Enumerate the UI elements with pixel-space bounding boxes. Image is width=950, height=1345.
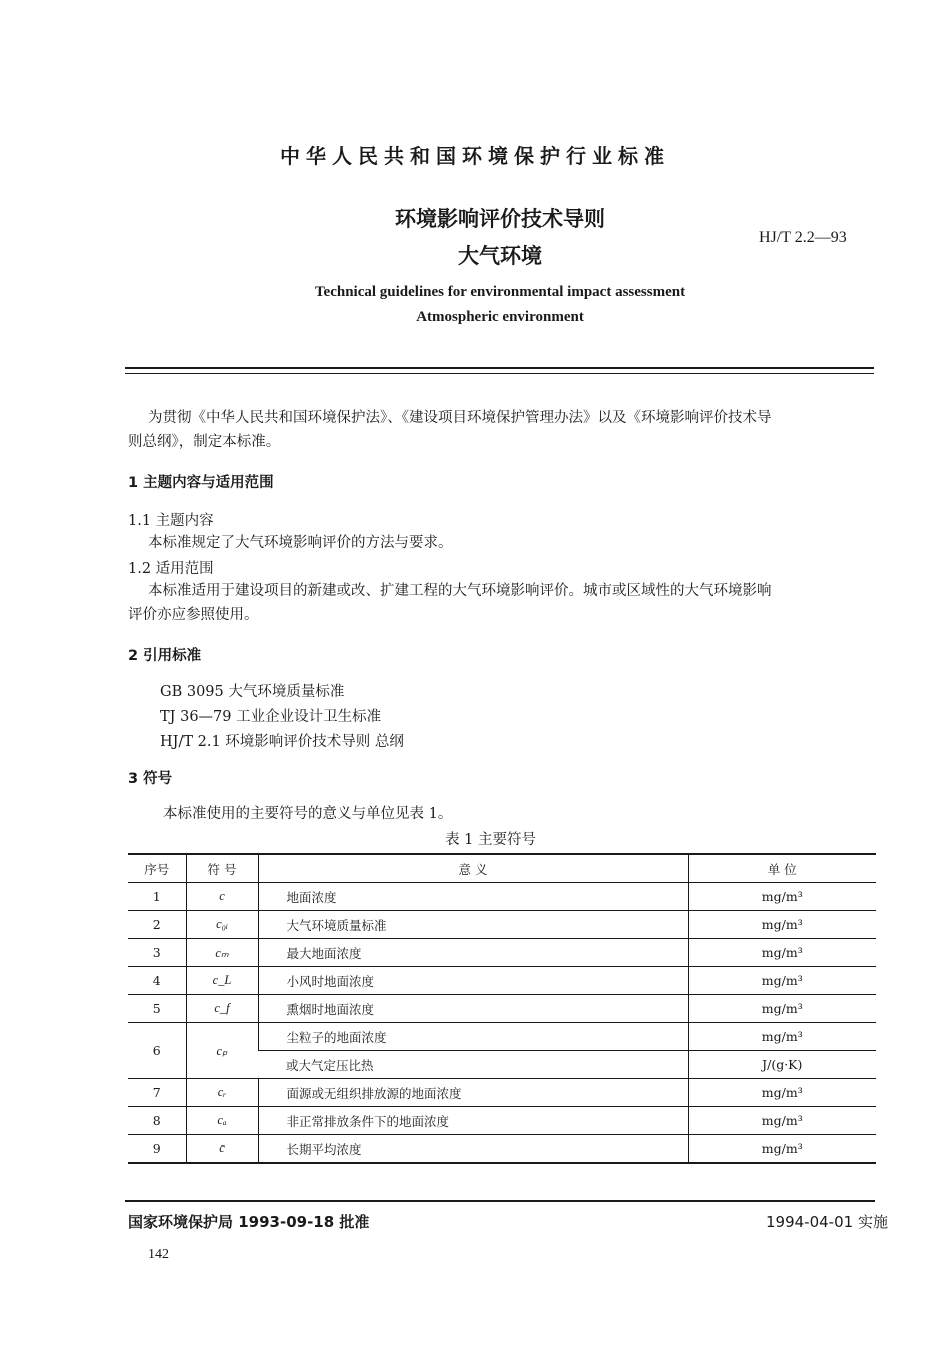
table-row bbox=[128, 911, 876, 939]
row-unit: mg/m³ bbox=[688, 1107, 876, 1135]
symbols-table bbox=[128, 853, 876, 1164]
row-meaning: 尘粒子的地面浓度 bbox=[258, 1023, 688, 1051]
table-caption: 表 1 主要符号 bbox=[445, 832, 536, 848]
col-header-no: 序号 bbox=[128, 854, 186, 883]
footer-rule bbox=[125, 1200, 875, 1202]
section-1-1-title: 1.1 主题内容 bbox=[128, 513, 214, 529]
row-unit: mg/m³ bbox=[688, 1079, 876, 1107]
row-no: 4 bbox=[128, 967, 186, 995]
row-symbol: c_f bbox=[186, 995, 258, 1023]
row-symbol: c_L bbox=[186, 967, 258, 995]
row-unit: mg/m³ bbox=[688, 995, 876, 1023]
page-number: 142 bbox=[148, 1247, 169, 1262]
row-unit: mg/m³ bbox=[688, 883, 876, 911]
row-symbol: c bbox=[186, 883, 258, 911]
title-en-sub: Atmospheric environment bbox=[416, 309, 584, 325]
row-symbol: c̄ bbox=[186, 1135, 258, 1164]
row-no: 9 bbox=[128, 1135, 186, 1164]
row-meaning: 长期平均浓度 bbox=[258, 1135, 688, 1164]
row-meaning: 最大地面浓度 bbox=[258, 939, 688, 967]
section-1-2-text-line-2: 评价亦应参照使用。 bbox=[128, 607, 259, 623]
table-row bbox=[128, 995, 876, 1023]
title-cn-main: 环境影响评价技术导则 bbox=[395, 207, 605, 231]
section-1-2-title: 1.2 适用范围 bbox=[128, 561, 214, 577]
col-header-unit: 单 位 bbox=[688, 854, 876, 883]
ref-item: HJ/T 2.1 环境影响评价技术导则 总纲 bbox=[160, 734, 404, 750]
row-no: 8 bbox=[128, 1107, 186, 1135]
row-meaning: 非正常排放条件下的地面浓度 bbox=[258, 1107, 688, 1135]
section-2-title: 2 引用标准 bbox=[128, 648, 202, 664]
col-header-symbol: 符 号 bbox=[186, 854, 258, 883]
row-symbol: cₐ bbox=[186, 1107, 258, 1135]
row-unit: mg/m³ bbox=[688, 1023, 876, 1051]
row-unit: mg/m³ bbox=[688, 1135, 876, 1164]
row-unit: mg/m³ bbox=[688, 939, 876, 967]
row-no: 5 bbox=[128, 995, 186, 1023]
table-row bbox=[128, 1079, 876, 1107]
ref-item: GB 3095 大气环境质量标准 bbox=[160, 684, 345, 700]
table-row bbox=[128, 1107, 876, 1135]
approval-line: 国家环境保护局 1993-09-18 批准 bbox=[128, 1213, 370, 1231]
section-3-text: 本标准使用的主要符号的意义与单位见表 1。 bbox=[163, 806, 453, 822]
section-1-2-text-line-1: 本标准适用于建设项目的新建或改、扩建工程的大气环境影响评价。城市或区域性的大气环境影响 bbox=[148, 583, 772, 599]
row-unit: mg/m³ bbox=[688, 911, 876, 939]
title-en-main: Technical guidelines for environmental impact assessment bbox=[314, 284, 686, 300]
title-cn-sub: 大气环境 bbox=[458, 244, 542, 268]
table-row bbox=[128, 967, 876, 995]
row-unit: J/(g·K) bbox=[688, 1051, 876, 1079]
row-no: 6 bbox=[128, 1023, 186, 1079]
standard-line: 中华人民共和国环境保护行业标准 bbox=[280, 144, 670, 168]
row-symbol: cₘ bbox=[186, 939, 258, 967]
effective-date: 1994-04-01 实施 bbox=[766, 1213, 888, 1231]
row-meaning: 小风时地面浓度 bbox=[258, 967, 688, 995]
table-row bbox=[128, 883, 876, 911]
row-meaning: 大气环境质量标准 bbox=[258, 911, 688, 939]
intro-line-2: 则总纲》，制定本标准。 bbox=[128, 434, 281, 450]
col-header-meaning: 意 义 bbox=[258, 854, 688, 883]
table-row bbox=[128, 939, 876, 967]
row-no: 1 bbox=[128, 883, 186, 911]
intro-line-1: 为贯彻《中华人民共和国环境保护法》、《建设项目环境保护管理办法》以及《环境影响评价技术导 bbox=[148, 410, 772, 426]
row-meaning: 地面浓度 bbox=[258, 883, 688, 911]
standard-code: HJ/T 2.2—93 bbox=[759, 229, 847, 246]
row-symbol: c₀ᵢ bbox=[186, 911, 258, 939]
table-header-row bbox=[128, 854, 876, 883]
header-rule-thin bbox=[125, 373, 874, 374]
ref-item: TJ 36—79 工业企业设计卫生标准 bbox=[160, 709, 382, 725]
row-unit: mg/m³ bbox=[688, 967, 876, 995]
section-1-title: 1 主题内容与适用范围 bbox=[128, 475, 274, 491]
row-symbol: cᵣ bbox=[186, 1079, 258, 1107]
row-meaning: 或大气定压比热 bbox=[258, 1051, 688, 1079]
row-no: 3 bbox=[128, 939, 186, 967]
section-3-title: 3 符号 bbox=[128, 771, 173, 787]
row-meaning: 面源或无组织排放源的地面浓度 bbox=[258, 1079, 688, 1107]
header-rule-thick bbox=[125, 367, 874, 369]
row-no: 7 bbox=[128, 1079, 186, 1107]
row-meaning: 熏烟时地面浓度 bbox=[258, 995, 688, 1023]
section-1-1-text: 本标准规定了大气环境影响评价的方法与要求。 bbox=[148, 535, 453, 551]
row-symbol: cₚ bbox=[186, 1023, 258, 1079]
table-row bbox=[128, 1135, 876, 1164]
table-row bbox=[128, 1023, 876, 1051]
row-no: 2 bbox=[128, 911, 186, 939]
